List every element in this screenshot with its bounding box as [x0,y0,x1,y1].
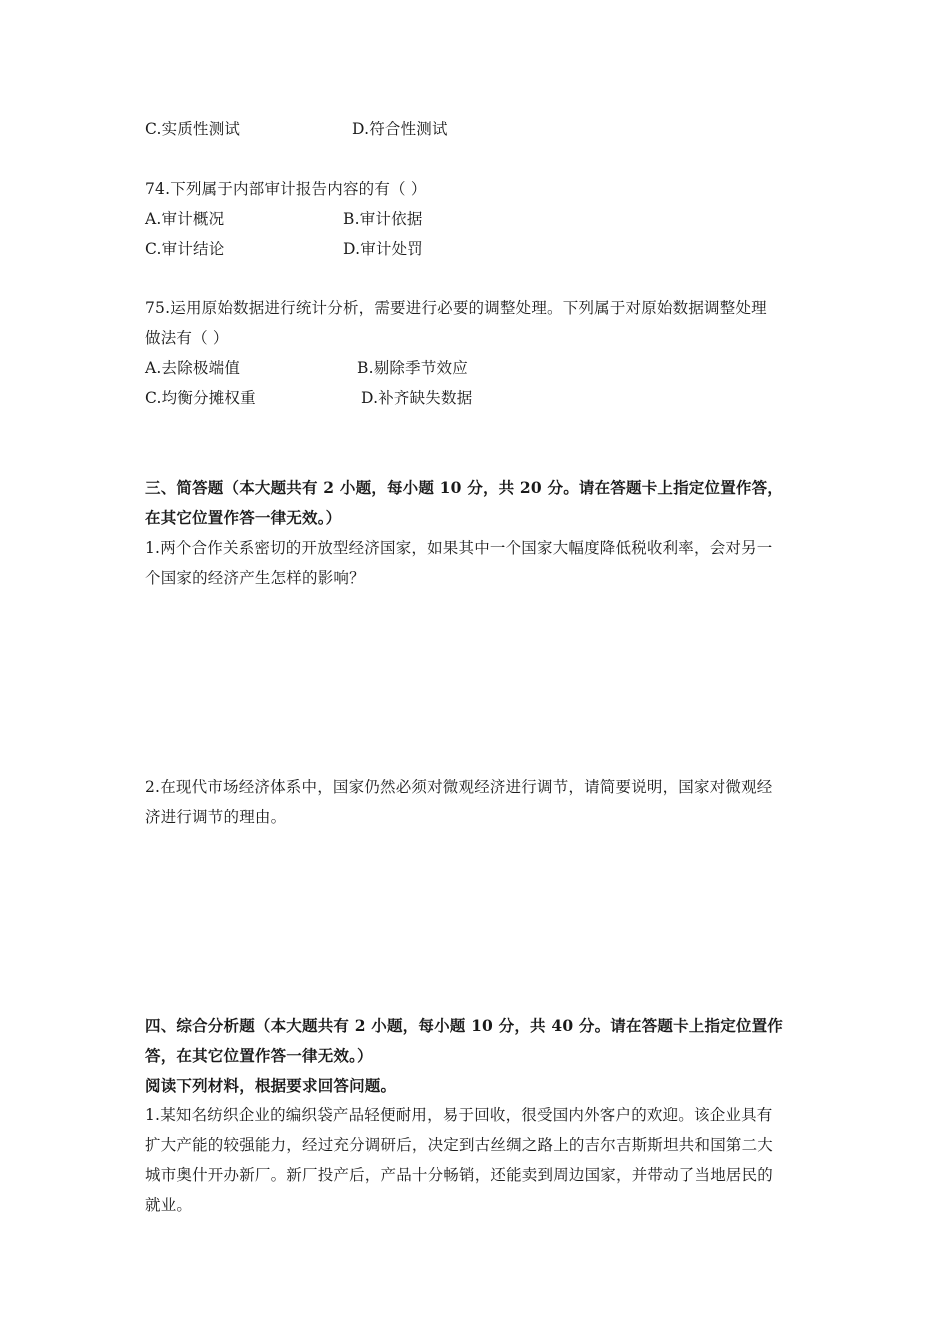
q73-option-c: C.实质性测试 [145,120,241,138]
q74-stem: 74.下列属于内部审计报告内容的有（ ） [145,180,427,198]
section4-q1-line4: 就业。 [145,1196,193,1214]
q75-stem-line1: 75.运用原始数据进行统计分析，需要进行必要的调整处理。下列属于对原始数据调整处理 [145,299,767,317]
q74-option-b: B.审计依据 [343,210,423,228]
q75-option-b: B.剔除季节效应 [357,359,468,377]
q75-option-c: C.均衡分摊权重 [145,389,256,407]
section3-q2-line2: 济进行调节的理由。 [145,808,287,826]
q74-option-c: C.审计结论 [145,240,225,258]
section4-heading-line2: 答，在其它位置作答一律无效。） [145,1046,373,1065]
section4-q1-line3: 城市奥什开办新厂。新厂投产后，产品十分畅销，还能卖到周边国家，并带动了当地居民的 [145,1166,774,1184]
q75-stem-line2: 做法有（ ） [145,329,229,347]
section3-q2-line1: 2.在现代市场经济体系中，国家仍然必须对微观经济进行调节，请简要说明，国家对微观经 [145,778,773,796]
section4-heading-line1: 四、综合分析题（本大题共有 2 小题，每小题 10 分，共 40 分。请在答题卡上指定位置作 [145,1016,784,1035]
q74-option-d: D.审计处罚 [343,240,424,258]
section4-instruction: 阅读下列材料，根据要求回答问题。 [145,1076,397,1095]
section4-q1-line2: 扩大产能的较强能力，经过充分调研后，决定到古丝绸之路上的吉尔吉斯斯坦共和国第二大 [145,1136,774,1154]
q73-option-d: D.符合性测试 [352,120,448,138]
q74-option-a: A.审计概况 [145,210,225,228]
section3-q1-line2: 个国家的经济产生怎样的影响？ [145,569,365,587]
q75-option-a: A.去除极端值 [145,359,241,377]
section3-q1-line1: 1.两个合作关系密切的开放型经济国家，如果其中一个国家大幅度降低税收利率，会对另一 [145,539,773,557]
section4-q1-line1: 1.某知名纺织企业的编织袋产品轻便耐用，易于回收，很受国内外客户的欢迎。该企业具有 [145,1106,773,1124]
section3-heading-line1: 三、简答题（本大题共有 2 小题，每小题 10 分，共 20 分。请在答题卡上指定位置作答， [145,478,784,497]
q75-option-d: D.补齐缺失数据 [361,389,473,407]
section3-heading-line2: 在其它位置作答一律无效。） [145,508,342,527]
